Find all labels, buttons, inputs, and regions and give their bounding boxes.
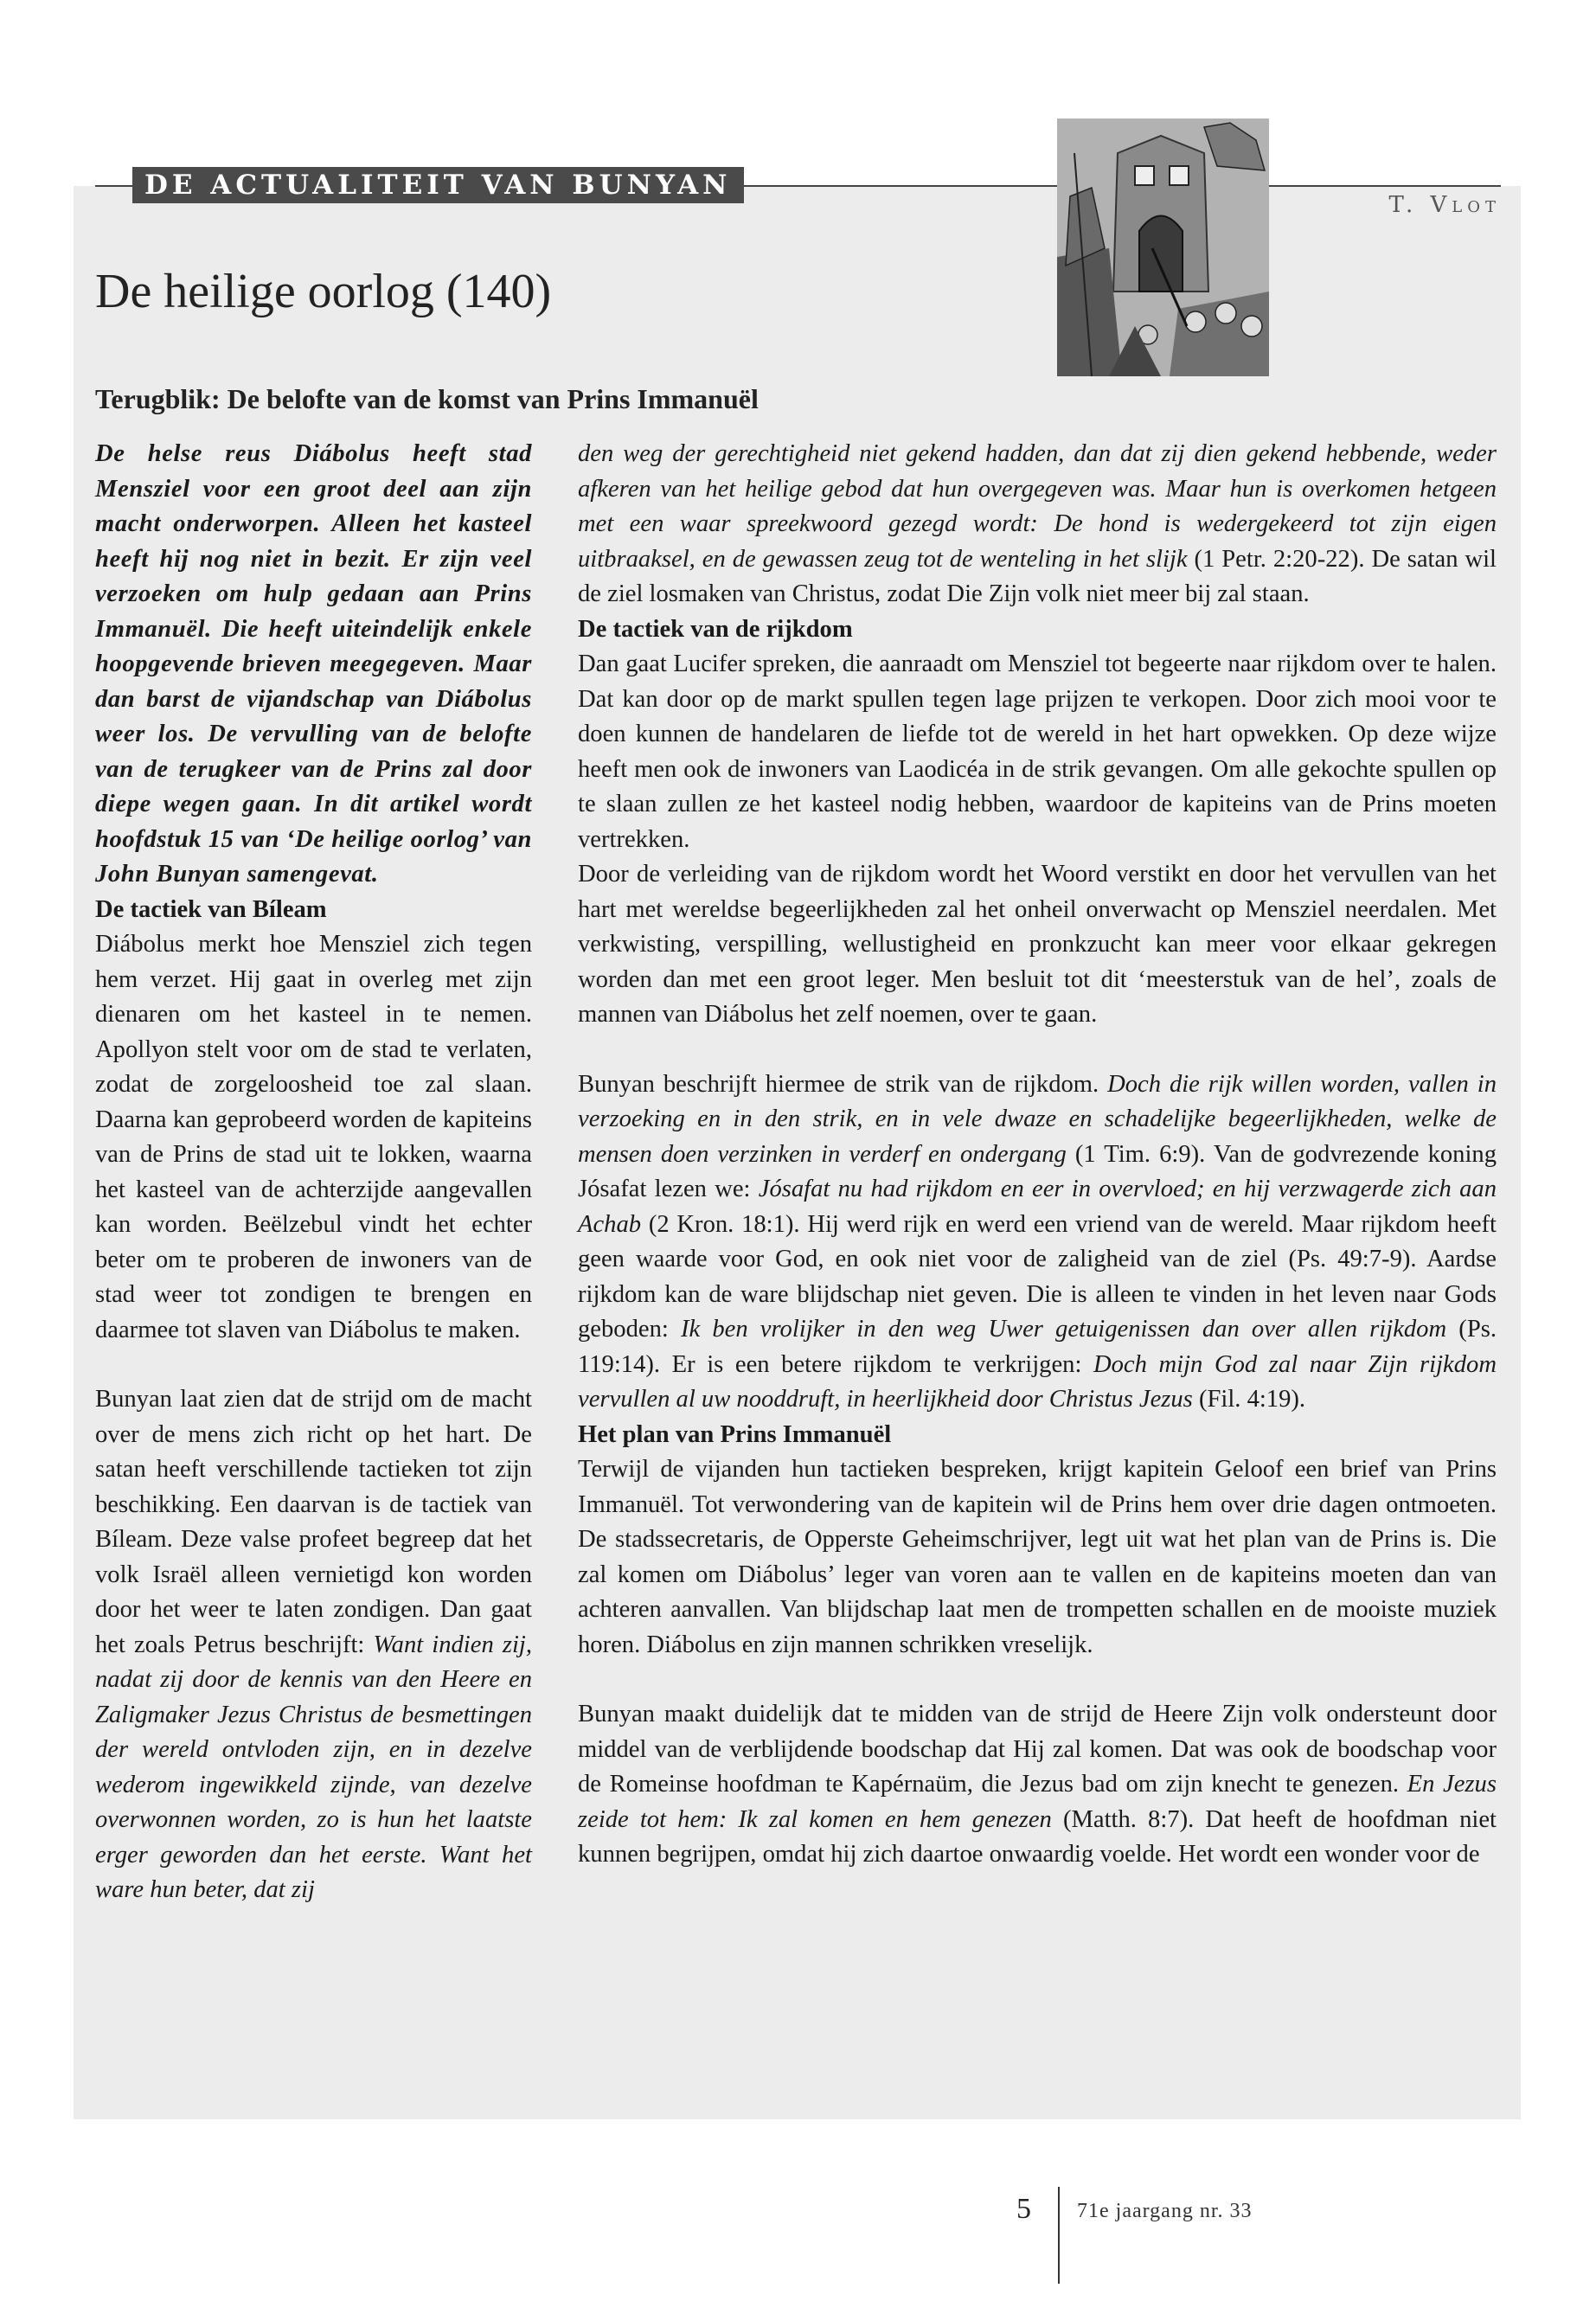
- paragraph: [578, 1697, 1497, 1873]
- bible-quote: Want indien zij, nadat zij door de kennis van den Heere en Zaligmaker Jezus Christus de besmettingen der wereld ontvloden zijn, en in dezelve wederom ingewikkeld zijnde, van dezelve overwonnen worden, zo is hun het laatste erger geworden dan het eerste. Want het ware hun beter, dat zij: [95, 1631, 532, 1903]
- page-number: 5: [1016, 2193, 1031, 2225]
- author-name: T. Vlot: [1388, 192, 1501, 218]
- bible-quote: Doch mijn God zal naar Zijn rijkdom vervullen al uw nooddruft, in heerlijkheid door Christus Jezus: [578, 1350, 1497, 1413]
- right-column: [578, 437, 1497, 1873]
- paragraph: Door de verleiding van de rijkdom wordt het Woord verstikt en door het vervullen van het hart met wereldse begeerlijkheden zal het onheil onverwacht op Mensziel neerdalen. Met verkwisting, verspilling, wellustigheid en pronkzucht kan meer voor elkaar gekregen worden dan met een groot leger. Men besluit tot dit ‘meesterstuk van de hel’, zoals de mannen van Diábolus het zelf noemen, over te gaan.: [578, 861, 1497, 1028]
- paragraph-text: Bunyan maakt duidelijk dat te midden van de strijd de Heere Zijn volk ondersteunt door middel van de verblijdende boodschap dat Hij zal komen. Dat was ook de boodschap voor de Romeinse hoofdman te Kapérnaüm, die Jezus bad om zijn knecht te genezen.: [578, 1701, 1497, 1798]
- heading-plan: Het plan van Prins Immanuël: [578, 1420, 892, 1448]
- bible-quote: den weg der gerechtigheid niet gekend hadden, dan dat zij dien gekend hebbende, weder afkeren van het heilige gebod dat hun overgegeven was. Maar hun is overkomen hetgeen met een waar spreekwoord gezegd wordt: De hond is wedergekeerd tot zijn eigen uitbraaksel, en de gewassen zeug tot de wenteling in het slijk: [578, 440, 1497, 573]
- engraving-image: [1057, 119, 1269, 376]
- heading-rijkdom: De tactiek van de rijkdom: [578, 615, 853, 643]
- article-illustration: [1057, 119, 1269, 376]
- bible-quote: En Jezus zeide tot hem: Ik zal komen en hem genezen: [578, 1771, 1497, 1833]
- section-label: DE ACTUALITEIT VAN BUNYAN: [132, 167, 744, 203]
- paragraph-text: (1 Tim. 6:9). Van de godvrezende koning Jósafat lezen we:: [578, 1140, 1497, 1202]
- paragraph-text: (Ps. 119:14). Er is een betere rijkdom te verkrijgen:: [578, 1316, 1497, 1378]
- bible-quote: Jósafat nu had rijkdom en eer in overvloed; en hij verzwagerde zich aan Achab: [578, 1176, 1497, 1238]
- issue-label: 71e jaargang nr. 33: [1077, 2200, 1253, 2222]
- heading-bileam: De tactiek van Bíleam: [95, 895, 327, 923]
- paragraph-text: (Matth. 8:7). Dat heeft de hoofdman niet kunnen begrijpen, omdat hij zich daartoe onwaardig voelde. Het wordt een wonder voor de: [578, 1805, 1497, 1868]
- left-column: [95, 437, 532, 1908]
- bible-quote: Doch die rijk willen worden, vallen in verzoeking en in den strik, en in vele dwaze en schadelijke begeerlijkheden, welke de mensen doen verzinken in verderf en ondergang: [578, 1070, 1497, 1168]
- paragraph: Dan gaat Lucifer spreken, die aanraadt om Mensziel tot begeerte naar rijkdom over te halen. Dat kan door op de markt spullen tegen lage prijzen te verkopen. Door zich mooi voor te doen kunnen de handelaren de liefde tot de wereld in het hart opwekken. Op deze wijze heeft men ook de inwoners van Laodicéa in de strik gevangen. Om alle gekochte spullen op te slaan zullen ze het kasteel nodig hebben, waardoor de kapiteins van de Prins moeten vertrekken.: [578, 651, 1497, 853]
- article-title: De heilige oorlog (140): [95, 265, 552, 318]
- bible-quote: Ik ben vrolijker in den weg Uwer getuigenissen dan over allen rijkdom: [680, 1316, 1447, 1343]
- intro-paragraph: De helse reus Diábolus heeft stad Mensziel voor een groot deel aan zijn macht onderworpen. Alleen het kasteel heeft hij nog niet in bezit. Er zijn veel verzoeken om hulp gedaan aan Prins Immanuël. Die heeft uiteindelijk enkele hoopgevende brieven meegegeven. Maar dan barst de vijandschap van Diábolus weer los. De vervulling van de belofte van de terugkeer van de Prins zal door diepe wegen gaan. In dit artikel wordt hoofdstuk 15 van ‘De heilige oorlog’ van John Bunyan samengevat.: [95, 440, 532, 888]
- paragraph-text: (2 Kron. 18:1). Hij werd rijk en werd een vriend van de wereld. Maar rijkdom heeft geen waarde voor God, en ook niet voor de zaligheid van de ziel (Ps. 49:7-9). Aardse rijkdom kan de ware blijdschap niet geven. Die is alleen te vinden in het leven naar Gods geboden:: [578, 1210, 1497, 1343]
- paragraph-text: Bunyan laat zien dat de strijd om de macht over de mens zich richt op het hart. De satan heeft verschillende tactieken tot zijn beschikking. Een daarvan is de tactiek van Bíleam. Deze valse profeet begreep dat het volk Israël alleen vernietigd kon worden door het weer te laten zondigen. Dan gaat het zoals Petrus beschrijft:: [95, 1386, 532, 1658]
- paragraph-text: Bunyan beschrijft hiermee de strik van de rijkdom.: [578, 1070, 1108, 1098]
- paragraph-text: (1 Petr. 2:20-22). De satan wil de ziel losmaken van Christus, zodat Die Zijn volk niet meer bij zal staan.: [578, 545, 1497, 607]
- paragraph: Terwijl de vijanden hun tactieken bespreken, krijgt kapitein Geloof een brief van Prins Immanuël. Tot verwondering van de kapitein wil de Prins hem over drie dagen ontmoeten. De stadssecretaris, de Opperste Geheimschrijver, legt uit wat het plan van de Prins is. Die zal komen om Diábolus’ leger van voren aan te vallen en de kapiteins moeten dan van achteren aanvallen. Van blijdschap laat men de trompetten schallen en de mooiste muziek horen. Diábolus en zijn mannen schrikken vreselijk.: [578, 1456, 1497, 1658]
- article-subtitle: Terugblik: De belofte van de komst van Prins Immanuël: [95, 383, 759, 414]
- paragraph: [578, 1067, 1497, 1418]
- paragraph: [578, 437, 1497, 612]
- paragraph-text: (Fil. 4:19).: [1192, 1386, 1306, 1413]
- paragraph: [95, 1382, 532, 1908]
- paragraph: Diábolus merkt hoe Mensziel zich tegen hem verzet. Hij gaat in overleg met zijn dienaren om het kasteel in te nemen. Apollyon stelt voor om de stad te verlaten, zodat de zorgeloosheid toe zal slaan. Daarna kan geprobeerd worden de kapiteins van de Prins de stad uit te lokken, waarna het kasteel van de achterzijde aangevallen kan worden. Beëlzebul vindt het echter beter om te proberen de inwoners van de stad weer tot zondigen te brengen en daarmee tot slaven van Diábolus te maken.: [95, 931, 532, 1343]
- footer-divider: [1058, 2187, 1060, 2284]
